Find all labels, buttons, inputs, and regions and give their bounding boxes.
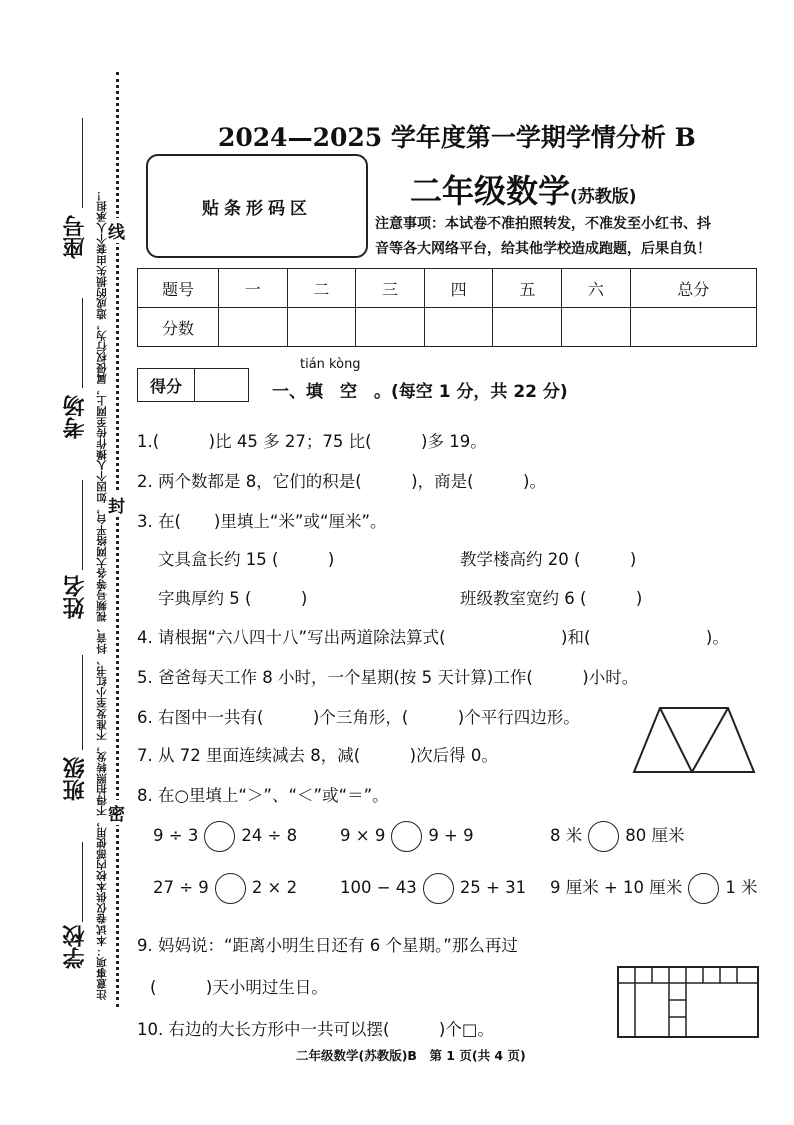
question-4: 4. 请根据“六八四十八”写出两道除法算式( )和( )。 [137, 628, 729, 647]
compare-left: 100 − 43 [340, 878, 417, 897]
subject-name: 二年级数学 [410, 172, 571, 210]
side-label-name: 姓名 [63, 575, 88, 619]
score-header-cell: 二 [287, 269, 356, 308]
question-3: 3. 在( )里填上“米”或“厘米”。 [137, 512, 387, 531]
rectangle-figure [617, 966, 759, 1038]
seat-underline [82, 118, 83, 208]
caution-line-1: 注意事项：本试卷不准拍照转发，不准发至小红书、抖 [375, 216, 711, 232]
question-2: 2. 两个数都是 8，它们的积是( )，商是( )。 [137, 472, 546, 491]
seal-char-mi: 密 [108, 800, 125, 825]
compare-right: 2 × 2 [251, 878, 298, 897]
compare-2 [340, 821, 474, 852]
score-header-cell: 题号 [138, 269, 219, 308]
seal-char-feng: 封 [108, 492, 125, 517]
score-header-cell: 四 [424, 269, 493, 308]
score-table [137, 268, 757, 347]
score-cell[interactable] [287, 308, 356, 347]
score-cell[interactable] [493, 308, 562, 347]
compare-right: 1 米 [725, 878, 758, 897]
score-cell[interactable] [356, 308, 425, 347]
score-cell[interactable] [562, 308, 631, 347]
side-notice: 注意事项：本试卷仅供本校内部使用，不得拍照转发，不准发至小红书、抖音、视频号等各大网络平台，如因个人操作传至网上，属侵权行为，造成的损失由套个人承担！ [96, 190, 108, 1000]
compare-circle[interactable] [391, 821, 422, 852]
caution-line-2: 音等各大网络平台，给其他学校造成跑题，后果自负！ [375, 241, 711, 257]
question-5: 5. 爸爸每天工作 8 小时，一个星期(按 5 天计算)工作( )小时。 [137, 668, 639, 687]
question-7: 7. 从 72 里面连续减去 8，减( )次后得 0。 [137, 746, 498, 765]
score-cell[interactable] [424, 308, 493, 347]
name-underline [82, 480, 83, 570]
page-footer: 二年级数学(苏教版)B 第 1 页(共 4 页) [296, 1048, 526, 1063]
score-header-cell: 一 [219, 269, 288, 308]
compare-left: 9 厘米 + 10 厘米 [550, 878, 683, 897]
compare-1 [153, 821, 297, 852]
section-score-label: 得分 [138, 369, 195, 401]
score-cell[interactable] [630, 308, 756, 347]
compare-circle[interactable] [423, 873, 454, 904]
subject-title [410, 166, 637, 212]
seal-dotted-line [116, 72, 119, 1007]
section-pinyin: tián kòng [300, 357, 361, 372]
score-header-cell: 五 [493, 269, 562, 308]
seal-char-xian: 线 [108, 218, 125, 243]
exam-title: 2024—2025 学年度第一学期学情分析 B [218, 123, 696, 152]
side-label-class: 班级 [63, 757, 88, 801]
school-underline [82, 842, 83, 922]
compare-left: 9 ÷ 3 [153, 826, 199, 845]
side-label-seat: 座号 [63, 215, 88, 259]
question-3b: 教学楼高约 20 ( ) [460, 550, 637, 569]
barcode-area [146, 154, 368, 258]
question-3a: 文具盒长约 15 ( ) [158, 550, 335, 569]
question-1: 1.( )比 45 多 27；75 比( )多 19。 [137, 432, 487, 451]
score-header-cell: 六 [562, 269, 631, 308]
section-title: 一、填 空 。(每空 1 分，共 22 分) [272, 382, 568, 402]
compare-left: 27 ÷ 9 [153, 878, 209, 897]
question-10: 10. 右边的大长方形中一共可以摆( )个□。 [137, 1020, 494, 1039]
caution-notice [375, 212, 711, 262]
side-label-school: 学校 [63, 925, 88, 969]
score-table-score-row [138, 308, 757, 347]
score-row-label: 分数 [138, 308, 219, 347]
section-score-box [137, 368, 249, 402]
question-9b: ( )天小明过生日。 [150, 978, 328, 997]
question-6: 6. 右图中一共有( )个三角形，( )个平行四边形。 [137, 708, 580, 727]
question-3c: 字典厚约 5 ( ) [158, 589, 308, 608]
compare-right: 80 厘米 [625, 826, 685, 845]
compare-right: 24 ÷ 8 [241, 826, 298, 845]
side-label-room: 考场 [63, 395, 88, 439]
score-table-header-row [138, 269, 757, 308]
compare-6 [550, 873, 758, 904]
question-3d: 班级教室宽约 6 ( ) [460, 589, 643, 608]
compare-circle[interactable] [588, 821, 619, 852]
section-score-field[interactable] [195, 369, 248, 401]
compare-3 [550, 821, 685, 852]
question-8: 8. 在○里填上“＞”、“＜”或“＝”。 [137, 786, 389, 805]
compare-left: 8 米 [550, 826, 583, 845]
triangle-figure [632, 706, 756, 774]
subject-edition: (苏教版) [570, 187, 637, 207]
score-header-cell: 总分 [630, 269, 756, 308]
compare-5 [340, 873, 526, 904]
class-underline [82, 655, 83, 750]
compare-4 [153, 873, 297, 904]
room-underline [82, 298, 83, 388]
barcode-label: 贴条形码区 [202, 198, 312, 219]
compare-left: 9 × 9 [340, 826, 386, 845]
compare-circle[interactable] [688, 873, 719, 904]
score-header-cell: 三 [356, 269, 425, 308]
compare-circle[interactable] [204, 821, 235, 852]
compare-circle[interactable] [215, 873, 246, 904]
score-cell[interactable] [219, 308, 288, 347]
compare-right: 9 + 9 [428, 826, 474, 845]
question-9: 9. 妈妈说：“距离小明生日还有 6 个星期。”那么再过 [137, 936, 518, 955]
compare-right: 25 + 31 [459, 878, 527, 897]
